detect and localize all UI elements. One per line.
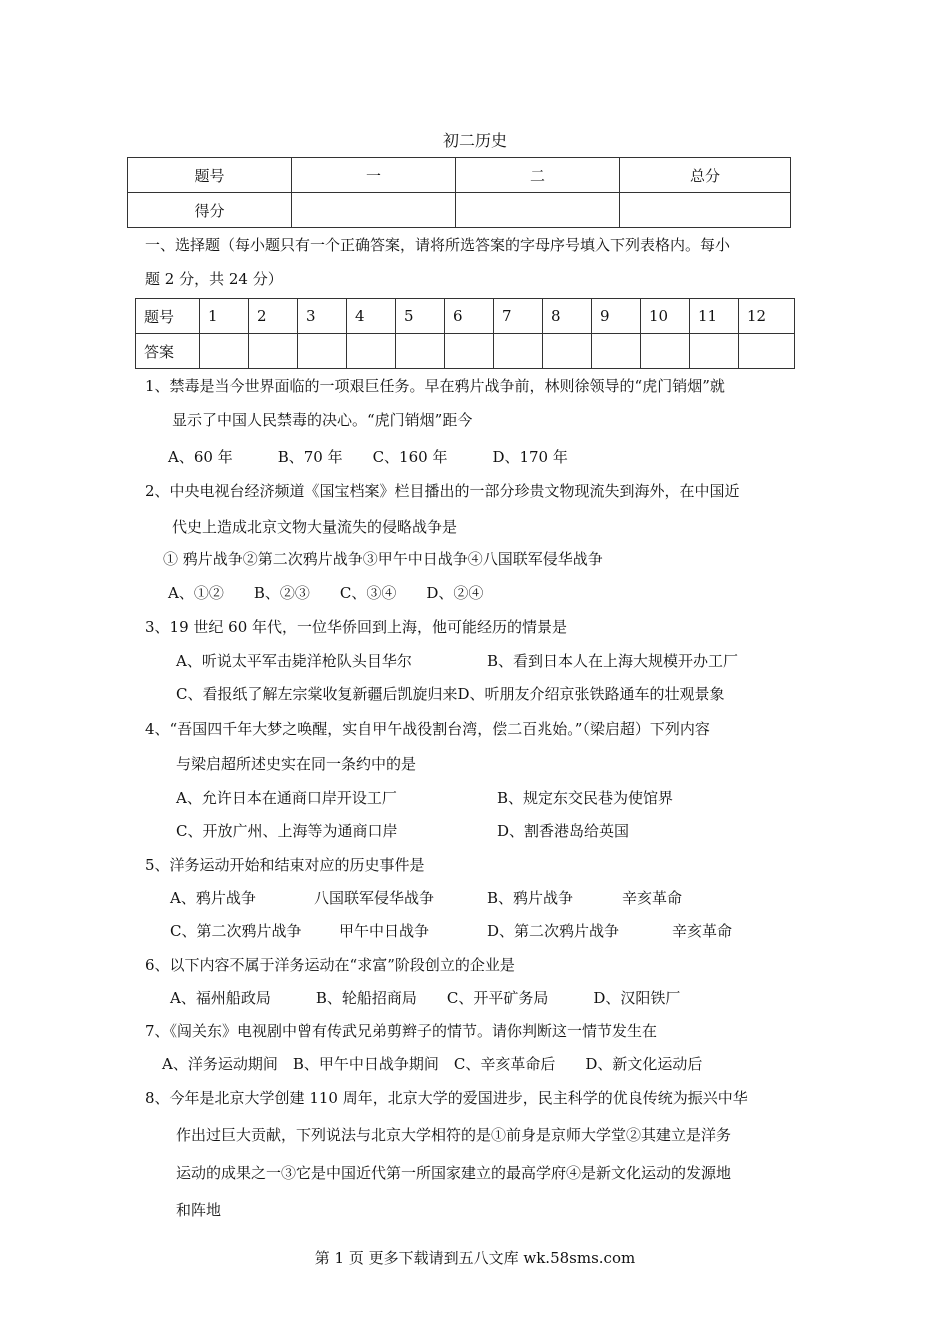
question-8-stem: 8、今年是北京大学创建 110 周年，北京大学的爱国进步，民主科学的优良传统为振兴中华 <box>145 1089 748 1107</box>
question-7-stem: 7、《闯关东》电视剧中曾有传武兄弟剪辫子的情节。请你判断这一情节发生在 <box>145 1022 658 1040</box>
question-8-stem: 和阵地 <box>176 1201 222 1219</box>
table-cell: 2 <box>249 299 298 334</box>
question-5-option-d: 辛亥革命 <box>672 922 733 940</box>
table-cell: 6 <box>445 299 494 334</box>
table-cell: 题号 <box>136 299 200 334</box>
answer-cell[interactable] <box>445 334 494 369</box>
question-4-stem: 4、“吾国四千年大梦之唤醒，实自甲午战役割台湾，偿二百兆始。”（梁启超）下列内容 <box>145 720 710 738</box>
table-cell: 9 <box>592 299 641 334</box>
answer-cell[interactable] <box>298 334 347 369</box>
question-5-option-a: 八国联军侵华战争 <box>314 889 435 907</box>
question-2-stem: 代史上造成北京文物大量流失的侵略战争是 <box>172 518 458 536</box>
question-3-option-b: B、看到日本人在上海大规模开办工厂 <box>487 652 739 670</box>
question-4-option-c: C、开放广州、上海等为通商口岸 <box>176 822 398 840</box>
question-8-stem: 运动的成果之一③它是中国近代第一所国家建立的最高学府④是新文化运动的发源地 <box>176 1164 732 1182</box>
question-5-option-b: 辛亥革命 <box>622 889 683 907</box>
question-7-options: A、洋务运动期间 B、甲午中日战争期间 C、辛亥革命后 D、新文化运动后 <box>162 1055 703 1073</box>
answer-cell[interactable] <box>739 334 795 369</box>
question-6-options: A、福州船政局 B、轮船招商局 C、开平矿务局 D、汉阳铁厂 <box>170 989 681 1007</box>
table-cell: 得分 <box>128 193 292 228</box>
question-2-stem: 2、中央电视台经济频道《国宝档案》栏目播出的一部分珍贵文物现流失到海外，在中国近 <box>145 482 740 500</box>
question-5-option-c: 甲午中日战争 <box>339 922 430 940</box>
question-4-stem: 与梁启超所述史实在同一条约中的是 <box>176 755 417 773</box>
question-2-items: ① 鸦片战争②第二次鸦片战争③甲午中日战争④八国联军侵华战争 <box>163 550 603 568</box>
score-cell[interactable] <box>620 193 791 228</box>
question-1-stem: 显示了中国人民禁毒的决心。“虎门销烟”距今 <box>172 411 473 429</box>
question-3-stem: 3、19 世纪 60 年代，一位华侨回到上海，他可能经历的情景是 <box>145 618 568 636</box>
table-row <box>128 193 791 228</box>
table-cell: 7 <box>494 299 543 334</box>
score-cell[interactable] <box>456 193 620 228</box>
question-8-stem: 作出过巨大贡献，下列说法与北京大学相符的是①前身是京师大学堂②其建立是洋务 <box>176 1126 732 1144</box>
score-table <box>127 157 791 228</box>
question-5-option-d: D、第二次鸦片战争 <box>487 922 620 940</box>
question-5-option-b: B、鸦片战争 <box>487 889 574 907</box>
answer-cell[interactable] <box>690 334 739 369</box>
table-cell: 二 <box>456 158 620 193</box>
question-1-stem: 1、禁毒是当今世界面临的一项艰巨任务。早在鸦片战争前，林则徐领导的“虎门销烟”就 <box>145 377 725 395</box>
answer-cell[interactable] <box>592 334 641 369</box>
table-cell: 10 <box>641 299 690 334</box>
section-instruction: 一、选择题（每小题只有一个正确答案，请将所选答案的字母序号填入下列表格内。每小 <box>145 236 731 254</box>
answer-cell[interactable] <box>396 334 445 369</box>
question-3-option-cd: C、看报纸了解左宗棠收复新疆后凯旋归来D、听朋友介绍京张铁路通车的壮观景象 <box>176 685 725 703</box>
answer-cell[interactable] <box>249 334 298 369</box>
question-4-option-b: B、规定东交民巷为使馆界 <box>497 789 674 807</box>
question-3-option-a: A、听说太平军击毙洋枪队头目华尔 <box>176 652 412 670</box>
question-4-option-a: A、允许日本在通商口岸开设工厂 <box>176 789 397 807</box>
question-5-option-a: A、鸦片战争 <box>170 889 256 907</box>
table-row <box>136 299 795 334</box>
table-cell: 11 <box>690 299 739 334</box>
table-cell: 一 <box>292 158 456 193</box>
answer-table <box>135 298 795 369</box>
question-2-options: A、①② B、②③ C、③④ D、②④ <box>168 584 484 602</box>
table-cell: 4 <box>347 299 396 334</box>
page-footer: 第 1 页 更多下载请到五八文库 wk.58sms.com <box>314 1249 636 1267</box>
answer-cell[interactable] <box>347 334 396 369</box>
answer-cell[interactable] <box>494 334 543 369</box>
question-6-stem: 6、以下内容不属于洋务运动在“求富”阶段创立的企业是 <box>145 956 515 974</box>
table-row <box>136 334 795 369</box>
answer-cell[interactable] <box>641 334 690 369</box>
section-instruction: 题 2 分，共 24 分） <box>145 270 283 288</box>
question-5-stem: 5、洋务运动开始和结束对应的历史事件是 <box>145 856 425 874</box>
question-4-option-d: D、割香港岛给英国 <box>497 822 630 840</box>
answer-cell[interactable] <box>543 334 592 369</box>
score-cell[interactable] <box>292 193 456 228</box>
table-cell: 12 <box>739 299 795 334</box>
table-cell: 3 <box>298 299 347 334</box>
table-cell: 题号 <box>128 158 292 193</box>
table-cell: 1 <box>200 299 249 334</box>
page-title: 初二历史 <box>442 131 507 150</box>
table-cell: 8 <box>543 299 592 334</box>
answer-cell[interactable] <box>200 334 249 369</box>
question-1-options: A、60 年 B、70 年 C、160 年 D、170 年 <box>168 448 568 466</box>
question-5-option-c: C、第二次鸦片战争 <box>170 922 302 940</box>
table-cell: 总分 <box>620 158 791 193</box>
table-cell: 5 <box>396 299 445 334</box>
table-row <box>128 158 791 193</box>
table-cell: 答案 <box>136 334 200 369</box>
